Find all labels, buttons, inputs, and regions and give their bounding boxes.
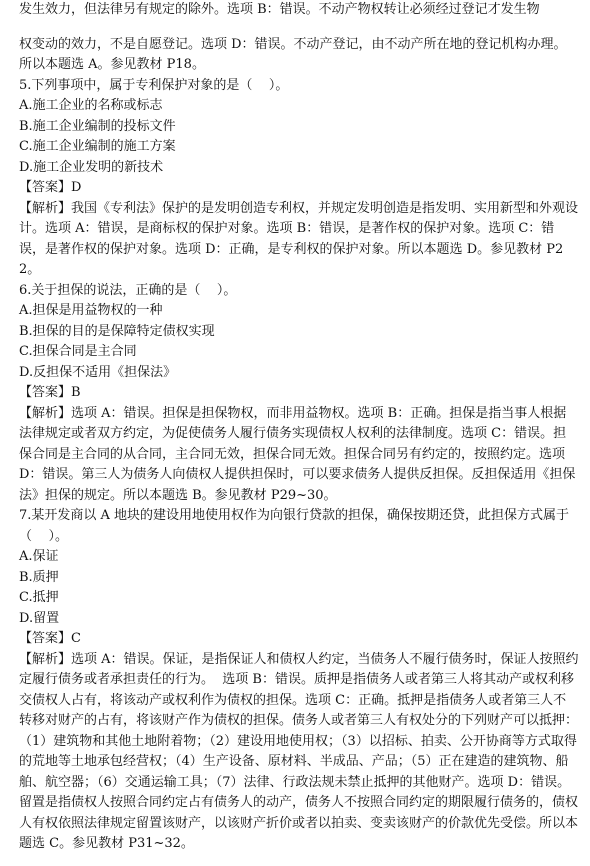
option-d: D.反担保不适用《担保法》 bbox=[19, 364, 177, 380]
option-c: C.抵押 bbox=[19, 590, 59, 605]
paragraph-gap bbox=[19, 21, 579, 35]
option-b: B.质押 bbox=[19, 569, 59, 585]
explanation: 【解析】选项 A：错误。担保是担保物权，而非用益物权。选项 B：正确。担保是指当事人根据法律规定或者双方约定，为促使债务人履行债务实现债权人权利的法律制度。选项 C：错误。担保合同是主合同的从合同，主合同无效，担保合同无效。担保合同另有约定的，按照约定。选项 D：错误。第三人为债务人向债权人提供担保时，可以要求债务人提供反担保。反担保适用《担保法》担保的规定。所以本题选 B。参见教材 P29~30。 bbox=[19, 405, 576, 503]
question-5 bbox=[19, 76, 579, 281]
option-d: D.留置 bbox=[19, 610, 60, 626]
option-b: B.担保的目的是保障特定债权实现 bbox=[19, 323, 215, 339]
continued-line-2: 权变动的效力，不是自愿登记。选项 D：错误。不动产登记，由不动产所在地的登记机构办理。所以本题选 A。参见教材 P18。 bbox=[19, 36, 567, 72]
answer-line: 【答案】B bbox=[19, 385, 81, 400]
question-7 bbox=[19, 506, 579, 855]
document-body bbox=[19, 0, 579, 855]
continued-line-1: 发生效力，但法律另有规定的除外。选项 B：错误。不动产物权转让必须经过登记才发生物 bbox=[19, 2, 540, 17]
option-c: C.施工企业编制的施工方案 bbox=[19, 139, 176, 154]
option-a: A.施工企业的名称或标志 bbox=[19, 98, 163, 113]
question-stem: 7.某开发商以 A 地块的建设用地使用权作为向银行贷款的担保，确保按期还贷，此担保方式属于（ ）。 bbox=[19, 508, 570, 544]
answer-line: 【答案】C bbox=[19, 631, 81, 646]
option-d: D.施工企业发明的新技术 bbox=[19, 159, 164, 175]
option-a: A.担保是用益物权的一种 bbox=[19, 303, 163, 318]
option-c: C.担保合同是主合同 bbox=[19, 344, 137, 359]
option-b: B.施工企业编制的投标文件 bbox=[19, 118, 176, 134]
question-stem: 5.下列事项中，属于专利保护对象的是（ ）。 bbox=[19, 77, 289, 93]
explanation: 【解析】我国《专利法》保护的是发明创造专利权，并规定发明创造是指发明、实用新型和外观设计。选项 A：错误，是商标权的保护对象。选项 B：错误，是著作权的保护对象。选项 C：错误，是著作权的保护对象。选项 D：正确，是专利权的保护对象。所以本题选 D。参见教材 P22。 bbox=[19, 200, 579, 277]
answer-line: 【答案】D bbox=[19, 180, 82, 195]
question-6 bbox=[19, 281, 579, 507]
explanation: 【解析】选项 A：错误。保证，是指保证人和债权人约定，当债务人不履行债务时，保证人按照约定履行债务或者承担责任的行为。 选项 B：错误。质押是指债务人或者第三人将其动产或权利移交债权人占有，将该动产或权利作为债权的担保。选项 C：正确。抵押是指债务人或者第三人不转移对财产的占有，将该财产作为债权的担保。债务人或者第三人有权处分的下列财产可以抵押：（1）建筑物和其他土地附着物；（2）建设用地使用权；（3）以招标、拍卖、公开协商等方式取得的荒地等土地承包经营权；（4）生产设备、原材料、半成品、产品；（5）正在建造的建筑物、船舶、航空器；（6）交通运输工具；（7）法律、行政法规未禁止抵押的其他财产。选项 D：错误。留置是指债权人按照合同约定占有债务人的动产，债务人不按照合同约定的期限履行债务的，债权人有权依照法律规定留置该财产，以该财产折价或者以拍卖、变卖该财产的价款优先受偿。所以本题选 C。参见教材 P31~32。 bbox=[19, 651, 579, 851]
option-a: A.保证 bbox=[19, 549, 59, 564]
question-stem: 6.关于担保的说法，正确的是（ ）。 bbox=[19, 282, 237, 298]
